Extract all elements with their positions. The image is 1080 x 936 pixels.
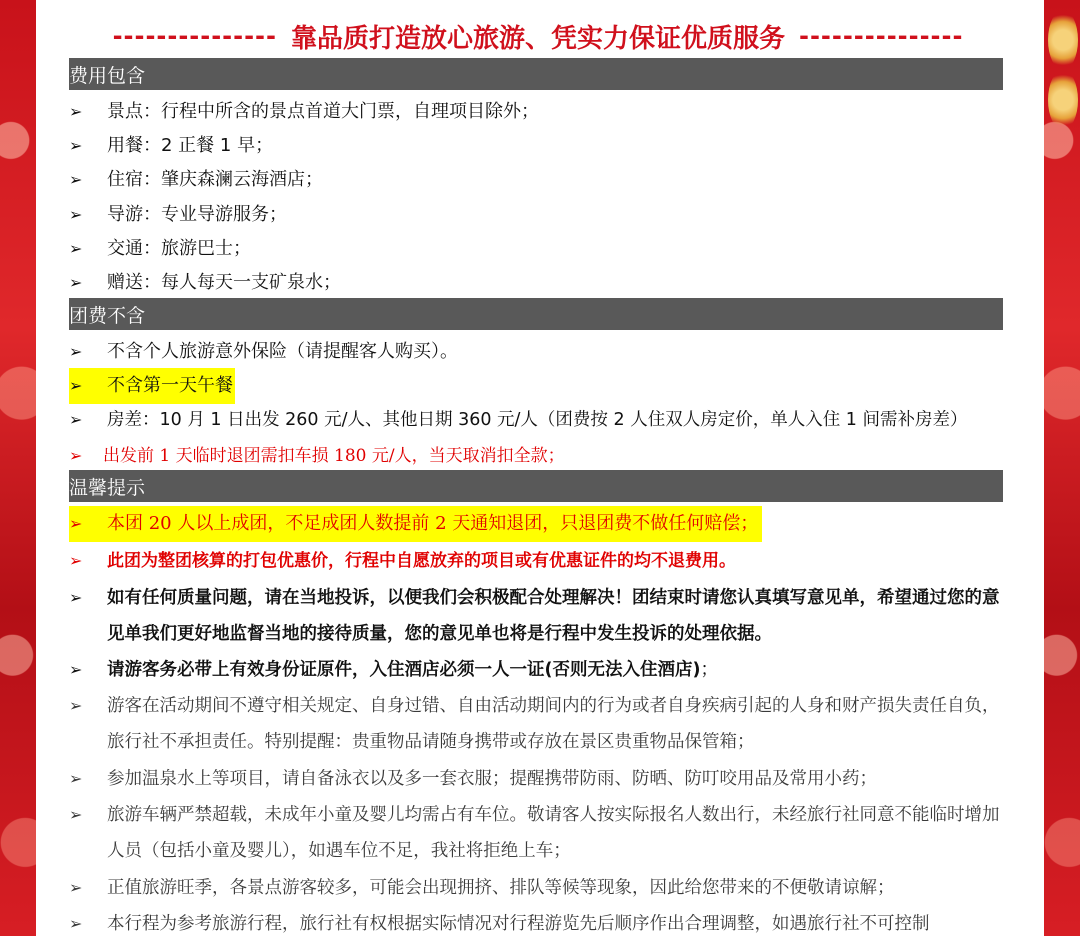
list-item [69,652,1003,688]
list-item [69,906,1003,936]
list-item-text: 如有任何质量问题，请在当地投诉，以便我们会积极配合处理解决！团结束时请您认真填写意见单，希望通过您的意见单我们更好地监督当地的接待质量，您的意见单也将是行程中发生投诉的处理依据。 [107,588,1000,644]
bullet-arrow-icon: ➢ [69,660,83,679]
gold-flower-ornament [1048,10,1078,70]
bullet-arrow-icon: ➢ [69,769,83,788]
list-item [69,870,1003,906]
list-item-text: 用餐：2 正餐 1 早； [107,135,274,156]
list-item-highlighted [69,368,235,404]
bullet-arrow-icon: ➢ [69,102,83,121]
list-item-text: 请游客务必带上有效身份证原件，入住酒店必须一人一证(否则无法入住酒店) [107,660,701,680]
list-item-warning [69,438,1003,474]
bullet-arrow-icon: ➢ [69,878,83,897]
list-item [69,162,1003,198]
bullet-arrow-icon: ➢ [69,551,83,570]
bullet-arrow-icon: ➢ [69,273,83,292]
list-item-text: 本行程为参考旅游行程，旅行社有权根据实际情况对行程游览先后顺序作出合理调整，如遇旅行社不可控制 [107,914,930,934]
list-item [69,761,1003,797]
list-item-highlighted [69,506,762,542]
bullet-arrow-icon: ➢ [69,170,83,189]
list-item [69,797,1003,869]
list-item [69,688,1003,760]
bullet-arrow-icon: ➢ [69,368,107,404]
list-item-text: 本团 20 人以上成团，不足成团人数提前 2 天通知退团，只退团费不做任何赔偿； [107,506,762,542]
list-item [69,231,1003,267]
list-item-warning [69,543,1003,579]
bullet-arrow-icon: ➢ [69,805,83,824]
list-item [69,580,1003,652]
list-item [69,128,1003,164]
document-page [36,0,1044,936]
list-item-text: 不含个人旅游意外保险（请提醒客人购买）。 [107,341,458,362]
bullet-arrow-icon: ➢ [69,506,107,542]
decorative-border-right [1044,0,1080,936]
title-dashes-left: --------------- [112,22,277,50]
gold-flower-ornament [1048,70,1078,130]
list-item-text-suffix: ； [700,660,718,680]
page-title [88,16,988,56]
decorative-border-left [0,0,36,936]
title-dashes-right: --------------- [799,22,964,50]
list-item-text: 旅游车辆严禁超载，未成年小童及婴儿均需占有车位。敬请客人按实际报名人数出行，未经旅行社同意不能临时增加人员（包括小童及婴儿），如遇车位不足，我社将拒绝上车； [107,805,1000,861]
list-item [69,402,1003,438]
section-header-tips: 温馨提示 [69,470,1003,502]
list-item-text: 正值旅游旺季，各景点游客较多，可能会出现拥挤、排队等候等现象，因此给您带来的不便敬请谅解； [107,878,895,898]
bullet-arrow-icon: ➢ [69,588,83,607]
bullet-arrow-icon: ➢ [69,410,83,429]
section-header-included: 费用包含 [69,58,1003,90]
list-item-text: 导游：专业导游服务； [107,204,287,225]
list-item [69,265,1003,301]
bullet-arrow-icon: ➢ [69,696,83,715]
list-item-text: 此团为整团核算的打包优惠价，行程中自愿放弃的项目或有优惠证件的均不退费用。 [107,551,736,571]
list-item [69,197,1003,233]
list-item-text: 交通：旅游巴士； [107,238,251,259]
bullet-arrow-icon: ➢ [69,446,83,465]
bullet-arrow-icon: ➢ [69,239,83,258]
title-text: 靠品质打造放心旅游、凭实力保证优质服务 [290,23,785,54]
list-item [69,334,1003,370]
bullet-arrow-icon: ➢ [69,914,83,933]
list-item-text: 参加温泉水上等项目，请自备泳衣以及多一套衣服；提醒携带防雨、防晒、防叮咬用品及常用小药； [107,769,877,789]
bullet-arrow-icon: ➢ [69,342,83,361]
list-item-text: 住宿：肇庆森澜云海酒店； [107,169,323,190]
bullet-arrow-icon: ➢ [69,136,83,155]
bullet-arrow-icon: ➢ [69,205,83,224]
list-item-text: 出发前 1 天临时退团需扣车损 180 元/人，当天取消扣全款； [103,446,565,466]
list-item [69,94,1003,130]
list-item-text: 景点：行程中所含的景点首道大门票，自理项目除外； [107,101,539,122]
list-item-text: 房差：10 月 1 日出发 260 元/人、其他日期 360 元/人（团费按 2 人住双人房定价，单人入住 1 间需补房差） [107,410,968,430]
list-item-text: 赠送：每人每天一支矿泉水； [107,272,341,293]
section-header-excluded: 团费不含 [69,298,1003,330]
list-item-text: 游客在活动期间不遵守相关规定、自身过错、自由活动期间内的行为或者自身疾病引起的人身和财产损失责任自负，旅行社不承担责任。特别提醒：贵重物品请随身携带或存放在景区贵重物品保管箱； [107,696,1000,752]
list-item-text: 不含第一天午餐 [107,368,235,404]
